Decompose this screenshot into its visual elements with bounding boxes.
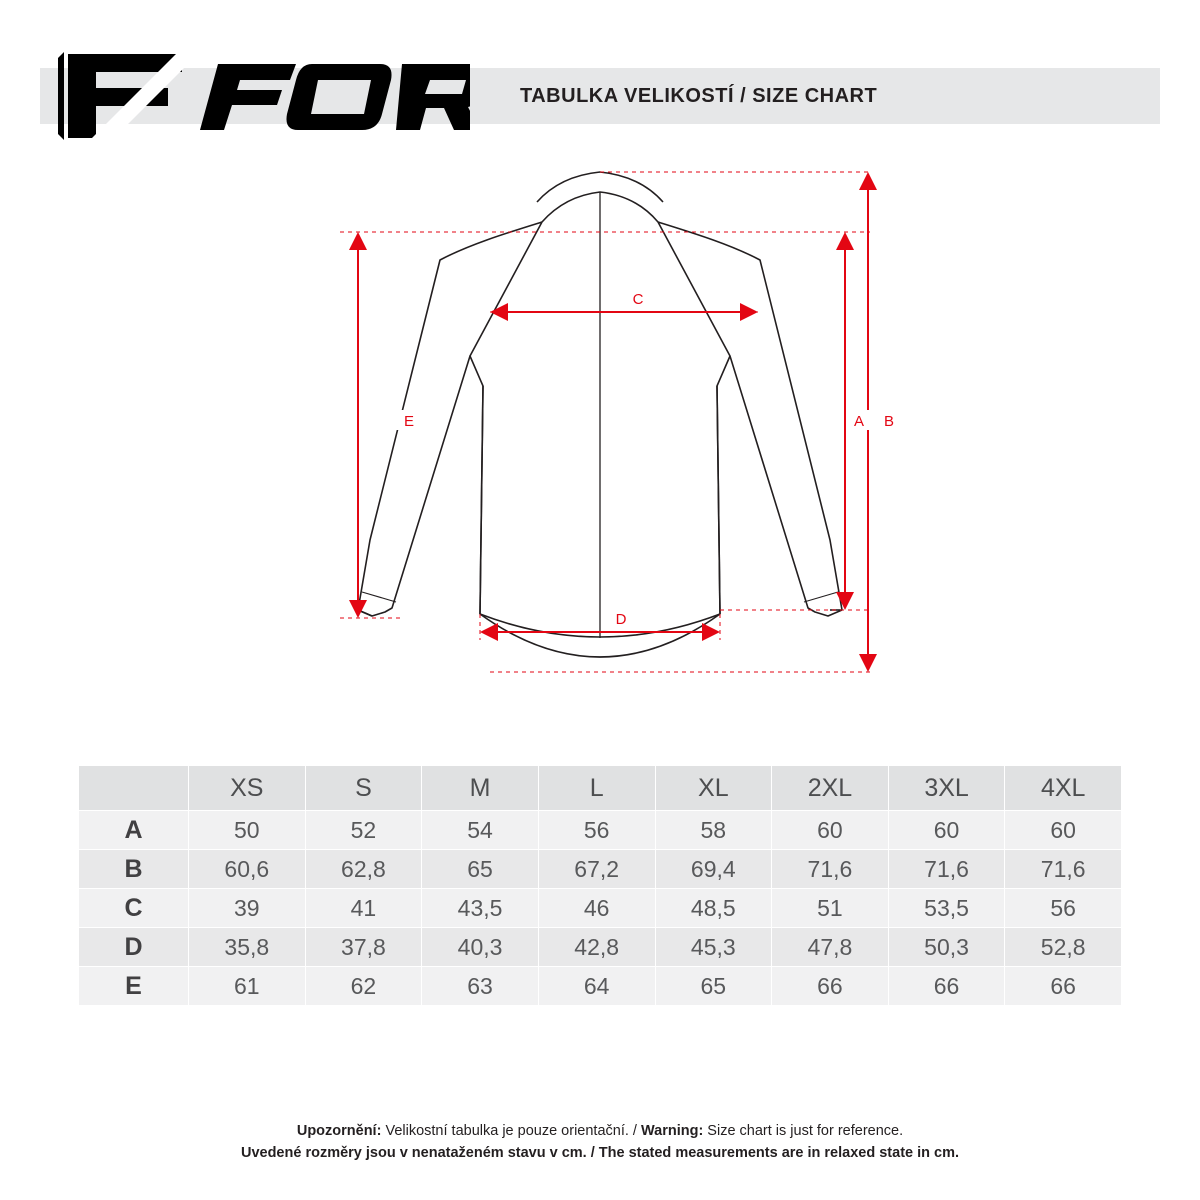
cell-c-m: 43,5 [422,889,539,928]
cell-a-2xl: 60 [772,811,889,850]
garment-diagram [40,140,1160,740]
cell-d-l: 42,8 [538,928,655,967]
cell-b-l: 67,2 [538,850,655,889]
col-header-xl: XL [655,766,772,811]
cell-a-s: 52 [305,811,422,850]
force-logo [50,50,470,146]
cell-d-xl: 45,3 [655,928,772,967]
label-e: E [403,413,415,430]
cell-e-4xl: 66 [1005,967,1122,1006]
cell-e-xl: 65 [655,967,772,1006]
cell-b-4xl: 71,6 [1005,850,1122,889]
cell-b-m: 65 [422,850,539,889]
page-title: TABULKA VELIKOSTÍ / SIZE CHART [520,84,878,107]
cell-c-4xl: 56 [1005,889,1122,928]
cell-e-xs: 61 [189,967,306,1006]
footer-measure-note: Uvedené rozměry jsou v nenataženém stavu v cm. / The stated measurements are in relaxed state in cm. [240,1145,960,1162]
label-d: D [615,611,627,628]
cell-b-3xl: 71,6 [888,850,1005,889]
cell-d-3xl: 50,3 [888,928,1005,967]
cell-c-3xl: 53,5 [888,889,1005,928]
cell-b-s: 62,8 [305,850,422,889]
cell-a-xl: 58 [655,811,772,850]
row-label-d: D [79,928,189,967]
label-c: C [632,291,644,308]
cell-b-2xl: 71,6 [772,850,889,889]
cell-d-4xl: 52,8 [1005,928,1122,967]
label-a: A [853,413,865,430]
table-row [79,811,1122,850]
footer-line-2 [0,1142,1200,1164]
header-bar [40,68,1160,124]
label-b: B [883,413,895,430]
cell-a-3xl: 60 [888,811,1005,850]
cell-c-l: 46 [538,889,655,928]
col-header-xs: XS [189,766,306,811]
footer-warning-en-text: Size chart is just for reference. [703,1123,904,1139]
table-header-row [79,766,1122,811]
table-row [79,850,1122,889]
col-header-m: M [422,766,539,811]
col-header-4xl: 4XL [1005,766,1122,811]
row-label-b: B [79,850,189,889]
size-table [78,765,1122,1006]
cell-d-s: 37,8 [305,928,422,967]
col-header-3xl: 3XL [888,766,1005,811]
col-header-l: L [538,766,655,811]
cell-a-xs: 50 [189,811,306,850]
row-label-c: C [79,889,189,928]
size-table-wrap [78,765,1122,1006]
cell-e-s: 62 [305,967,422,1006]
cell-a-l: 56 [538,811,655,850]
cell-d-xs: 35,8 [189,928,306,967]
footer-line-1 [0,1120,1200,1142]
footer-warning-en-label: Warning: [640,1123,704,1139]
col-header-2xl: 2XL [772,766,889,811]
cell-c-xl: 48,5 [655,889,772,928]
cell-e-3xl: 66 [888,967,1005,1006]
cell-c-s: 41 [305,889,422,928]
row-label-e: E [79,967,189,1006]
cell-c-xs: 39 [189,889,306,928]
table-row [79,928,1122,967]
cell-e-l: 64 [538,967,655,1006]
footer-warning-cz-text: Velikostní tabulka je pouze orientační. / [381,1123,641,1139]
col-header-s: S [305,766,422,811]
footer-warning-cz-label: Upozornění: [296,1123,382,1139]
table-row [79,967,1122,1006]
cell-a-m: 54 [422,811,539,850]
footer-notes [0,1120,1200,1165]
table-row [79,889,1122,928]
cell-c-2xl: 51 [772,889,889,928]
cell-b-xl: 69,4 [655,850,772,889]
cell-b-xs: 60,6 [189,850,306,889]
cell-d-2xl: 47,8 [772,928,889,967]
cell-a-4xl: 60 [1005,811,1122,850]
row-label-a: A [79,811,189,850]
cell-e-m: 63 [422,967,539,1006]
cell-d-m: 40,3 [422,928,539,967]
table-corner-cell [79,766,189,811]
cell-e-2xl: 66 [772,967,889,1006]
